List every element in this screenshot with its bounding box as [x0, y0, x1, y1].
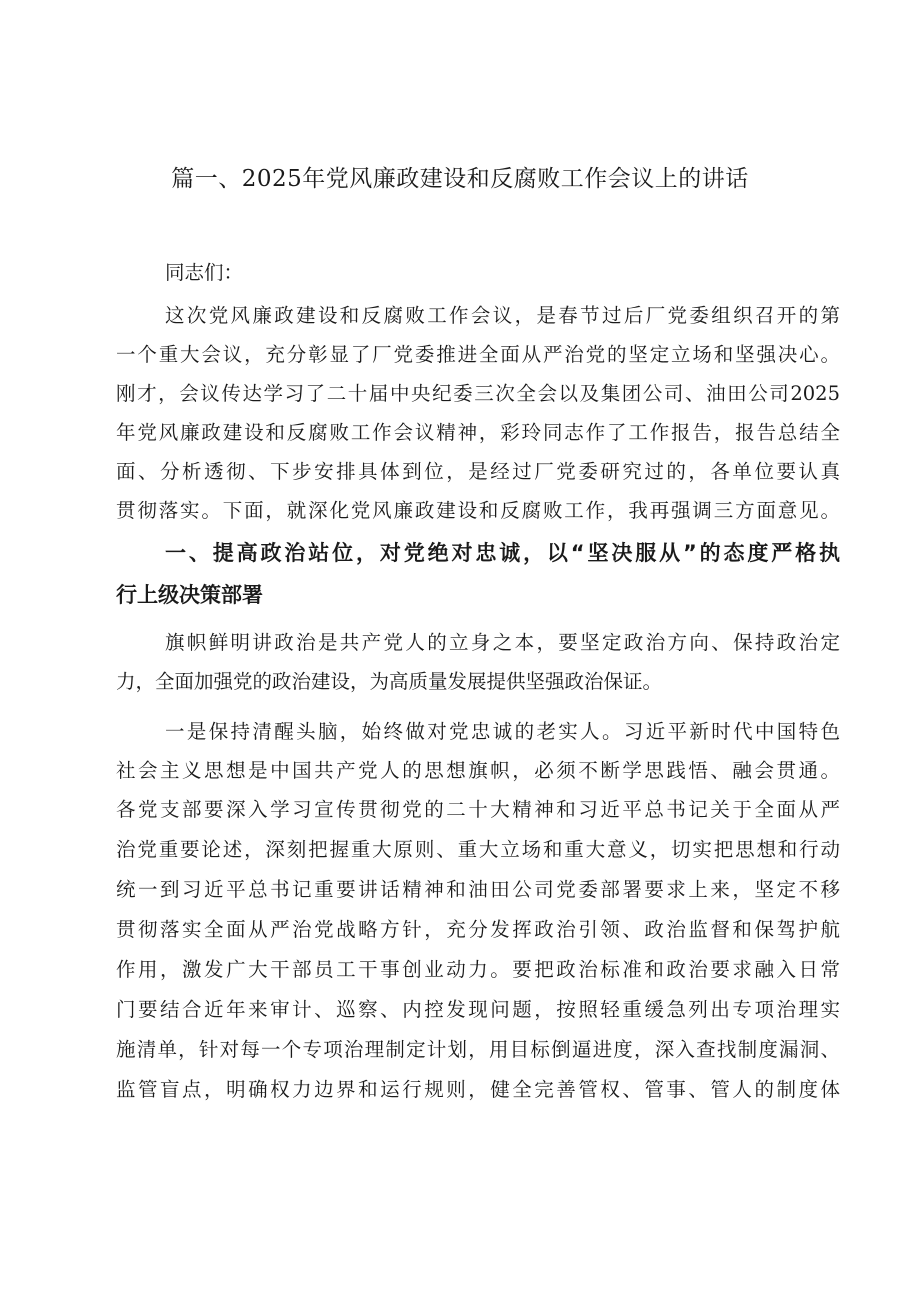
paragraph-line: 刚才，会议传达学习了二十届中央纪委三次全会以及集团公司、油田公司2025: [116, 382, 840, 405]
paragraph-line: 贯彻落实。下面，就深化党风廉政建设和反腐败工作，我再强调三方面意见。: [116, 499, 840, 522]
section-heading-line: 行上级决策部署: [116, 583, 263, 607]
paragraph-line: 力，全面加强党的政治建设，为高质量发展提供坚强政治保证。: [116, 670, 663, 693]
paragraph-line: 门要结合近年来审计、巡察、内控发现问题，按照轻重缓急列出专项治理实: [116, 998, 840, 1021]
paragraph-line: 一是保持清醒头脑，始终做对党忠诚的老实人。习近平新时代中国特色: [165, 720, 840, 743]
paragraph-line: 各党支部要深入学习宣传贯彻党的二十大精神和习近平总书记关于全面从严: [116, 798, 840, 821]
paragraph-line: 监管盲点，明确权力边界和运行规则，健全完善管权、管事、管人的制度体: [116, 1078, 840, 1101]
paragraph-line: 社会主义思想是中国共产党人的思想旗帜，必须不断学思践悟、融会贯通。: [116, 759, 840, 782]
section-heading-line: 一、提高政治站位，对党绝对忠诚，以“坚决服从”的态度严格执: [165, 541, 840, 565]
paragraph-line: 旗帜鲜明讲政治是共产党人的立身之本，要坚定政治方向、保持政治定: [165, 631, 840, 654]
paragraph-line: 面、分析透彻、下步安排具体到位，是经过厂党委研究过的，各单位要认真: [116, 460, 840, 483]
paragraph-line: 施清单，针对每一个专项治理制定计划，用目标倒逼进度，深入查找制度漏洞、: [116, 1038, 840, 1061]
salutation: 同志们：: [165, 261, 244, 284]
paragraph-line: 贯彻落实全面从严治党战略方针，充分发挥政治引领、政治监督和保驾护航: [116, 918, 840, 941]
document-title: 篇一、2025年党风廉政建设和反腐败工作会议上的讲话: [171, 166, 749, 192]
paragraph-line: 统一到习近平总书记重要讲话精神和油田公司党委部署要求上来，坚定不移: [116, 878, 840, 901]
paragraph-line: 作用，激发广大干部员工干事创业动力。要把政治标准和政治要求融入日常: [116, 958, 840, 981]
paragraph-line: 治党重要论述，深刻把握重大原则、重大立场和重大意义，切实把思想和行动: [116, 838, 840, 861]
paragraph-line: 一个重大会议，充分彰显了厂党委推进全面从严治党的坚定立场和坚强决心。: [116, 343, 840, 366]
paragraph-line: 这次党风廉政建设和反腐败工作会议，是春节过后厂党委组织召开的第: [165, 304, 840, 327]
paragraph-line: 年党风廉政建设和反腐败工作会议精神，彩玲同志作了工作报告，报告总结全: [116, 421, 840, 444]
